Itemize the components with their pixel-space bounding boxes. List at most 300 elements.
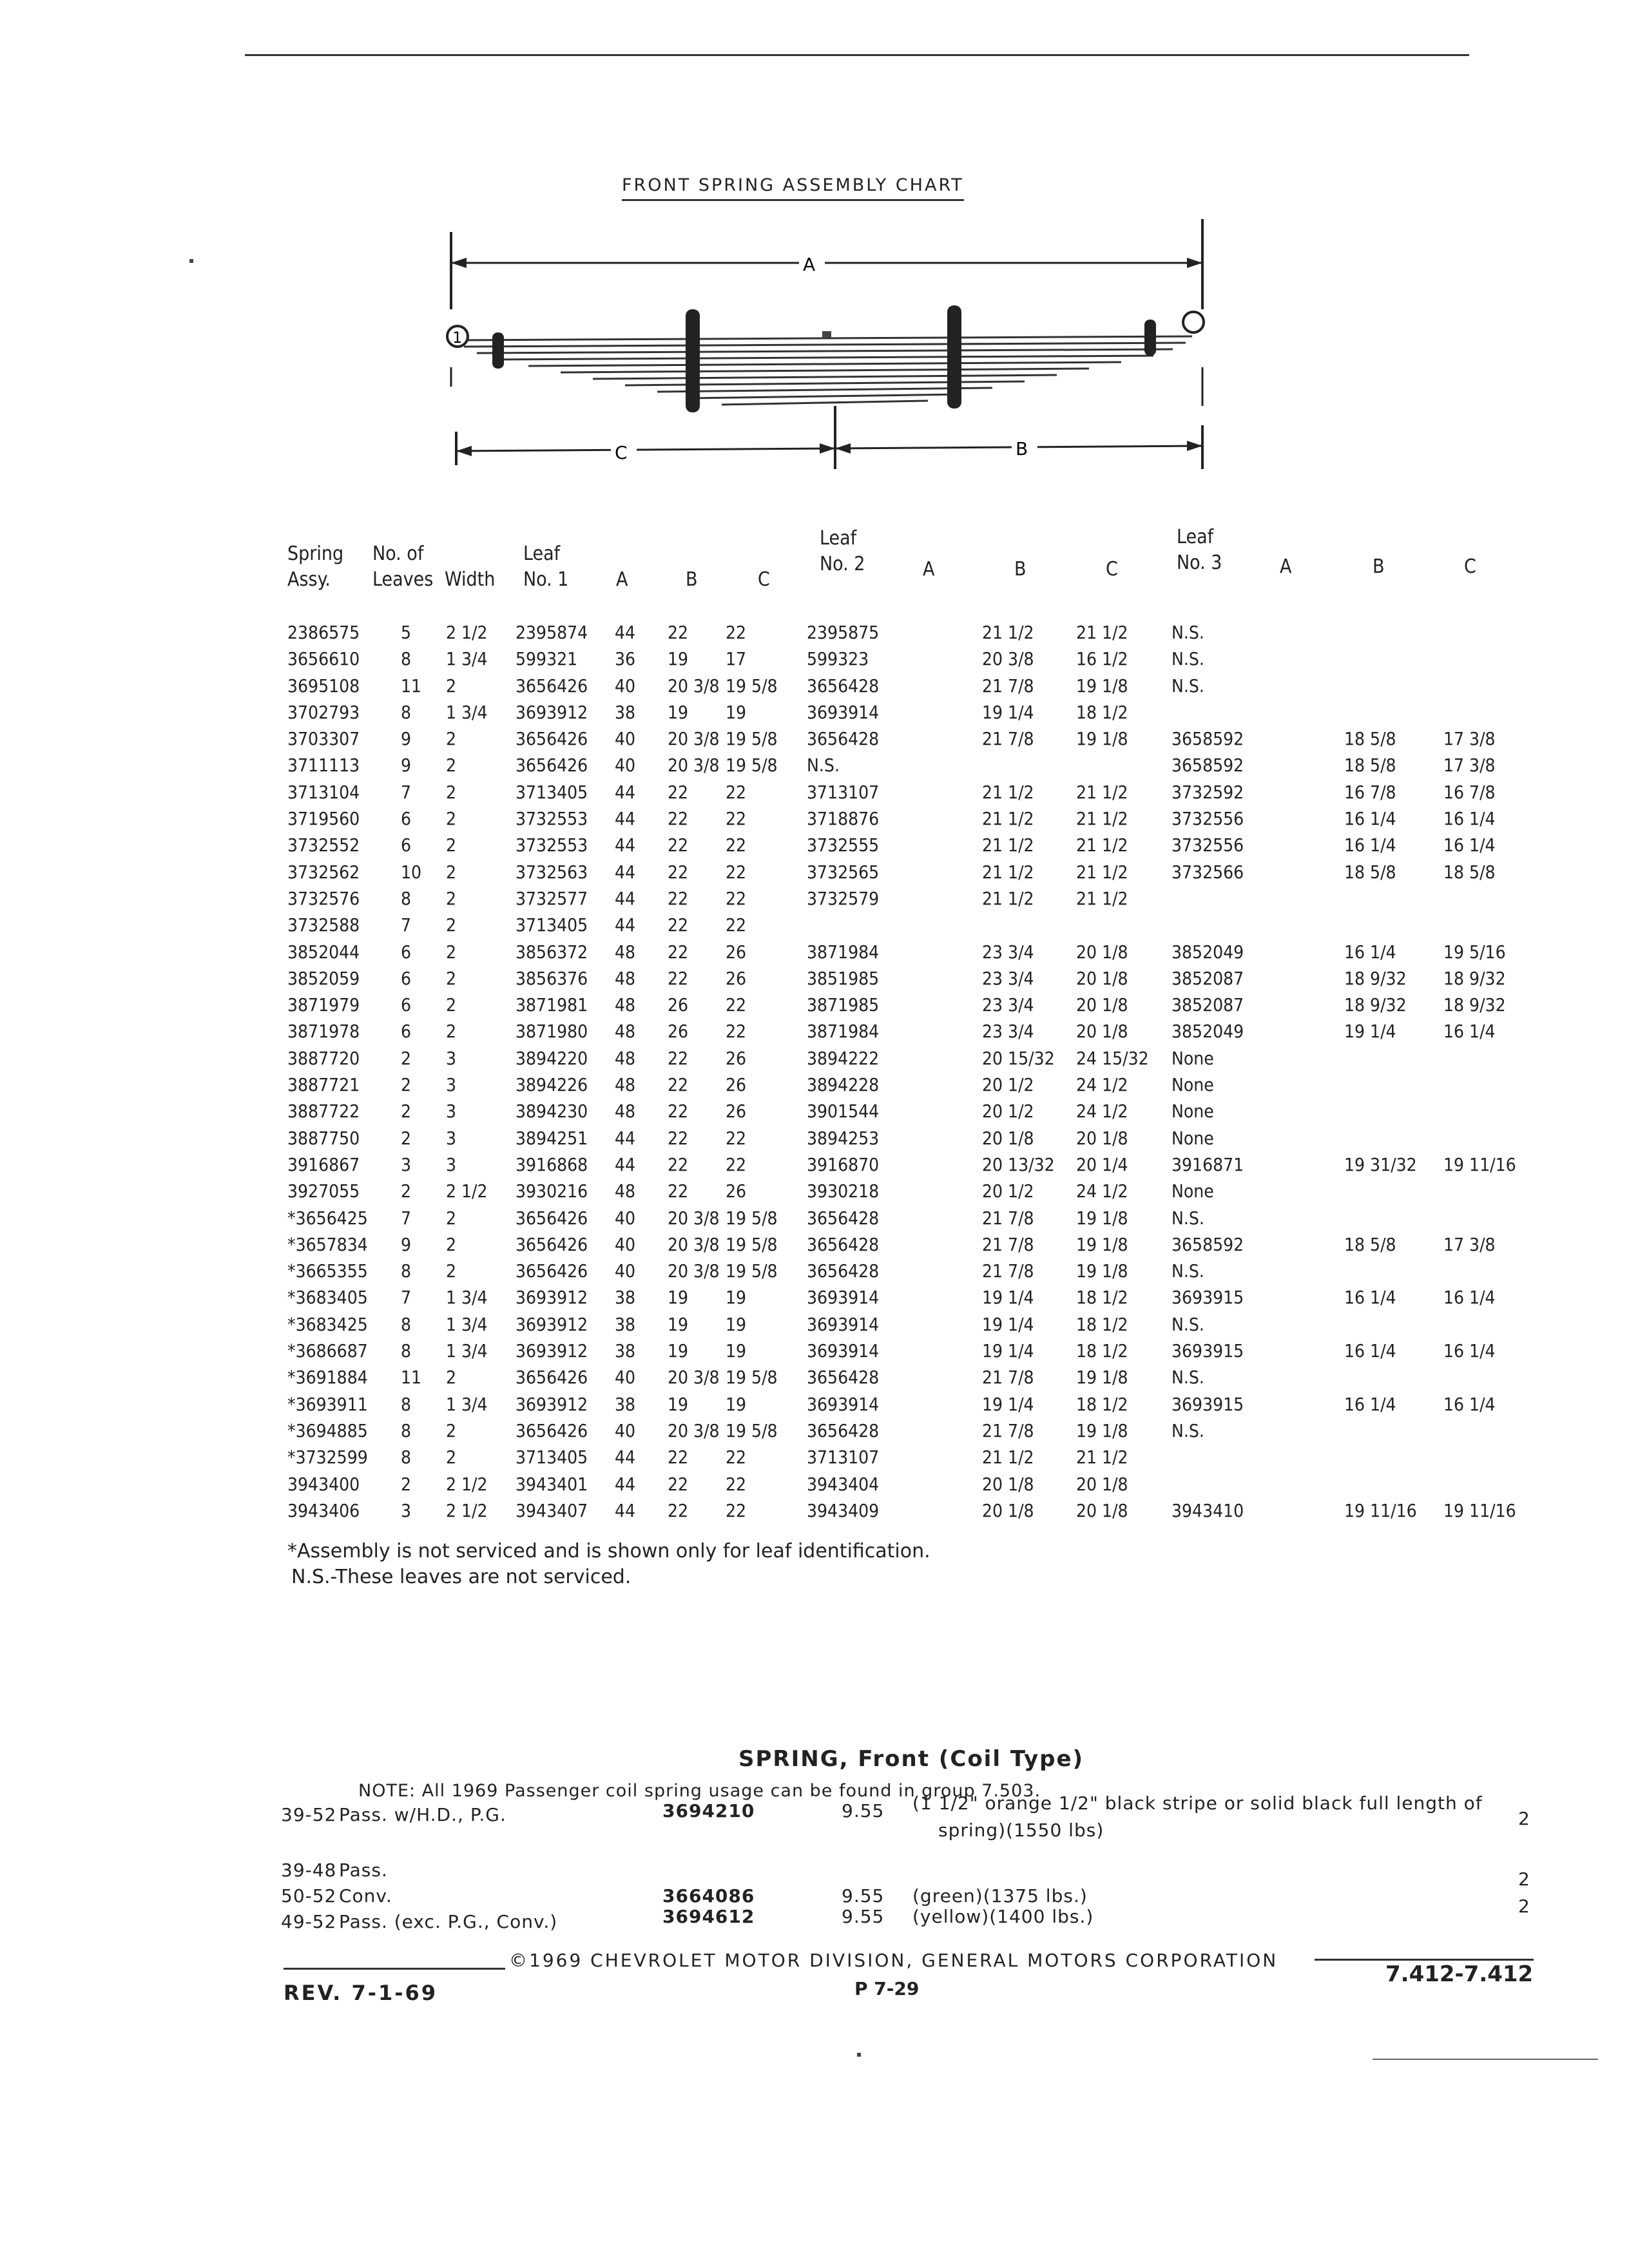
- cell-l3: 3732566: [1171, 861, 1244, 883]
- cell-l2: 3894253: [807, 1127, 880, 1149]
- cell-a1: 48: [615, 994, 636, 1016]
- cell-assy: 3732562: [287, 861, 360, 883]
- cell-b2: 21 7/8: [982, 675, 1034, 697]
- cell-b1: 19: [668, 1340, 689, 1362]
- coil-row: [281, 1792, 1537, 1843]
- cell-leaves: 11: [401, 675, 422, 697]
- cell-assy: 3871979: [287, 994, 360, 1016]
- coil-desc: Pass. (exc. P.G., Conv.): [339, 1911, 558, 1932]
- cell-a1: 38: [615, 1313, 636, 1335]
- scan-edge-rule: [1373, 2059, 1598, 2060]
- cell-b2: 19 1/4: [982, 701, 1034, 723]
- cell-c1: 22: [726, 914, 747, 936]
- cell-c2: 19 1/8: [1076, 1260, 1128, 1282]
- cell-c2: 24 15/32: [1076, 1047, 1149, 1069]
- header-leaf1: Leaf No. 1: [523, 543, 569, 591]
- cell-l2: 3732555: [807, 834, 880, 856]
- cell-c2: 16 1/2: [1076, 648, 1128, 670]
- coil-spec: (green)(1375 lbs.): [912, 1885, 1088, 1907]
- cell-c2: 18 1/2: [1076, 1287, 1128, 1309]
- cell-leaves: 2: [401, 1074, 412, 1096]
- cell-c3: 17 3/8: [1443, 1233, 1496, 1255]
- cell-c3: 16 7/8: [1443, 781, 1496, 803]
- cell-l1: 3656426: [516, 1233, 588, 1255]
- cell-b2: 21 1/2: [982, 861, 1034, 883]
- cell-c3: 16 1/4: [1443, 1340, 1496, 1362]
- coil-part: 3694612: [662, 1906, 755, 1927]
- cell-c2: 24 1/2: [1076, 1180, 1128, 1202]
- cell-b1: 26: [668, 994, 689, 1016]
- cell-l1: 3693912: [516, 1340, 588, 1362]
- footer-rule-right: [1315, 1959, 1534, 1961]
- cell-assy: 3711113: [287, 754, 360, 776]
- cell-c2: 24 1/2: [1076, 1074, 1128, 1096]
- cell-l1: 3713405: [516, 1446, 588, 1468]
- cell-a1: 44: [615, 808, 636, 830]
- cell-l2: 3693914: [807, 1340, 880, 1362]
- cell-a1: 48: [615, 967, 636, 989]
- cell-b3: 18 5/8: [1344, 728, 1396, 750]
- cell-leaves: 7: [401, 1207, 412, 1229]
- cell-l3: 3732592: [1171, 781, 1244, 803]
- cell-c1: 22: [726, 861, 747, 883]
- cell-assy: 2386575: [287, 622, 360, 643]
- cell-assy: *3693911: [287, 1393, 368, 1415]
- cell-assy: 3871978: [287, 1021, 360, 1043]
- cell-assy: *3665355: [287, 1260, 368, 1282]
- header-width: Width: [445, 568, 496, 591]
- cell-assy: *3657834: [287, 1233, 368, 1255]
- cell-c3: 19 11/16: [1443, 1153, 1516, 1175]
- cell-width: 2: [446, 941, 457, 963]
- cell-l3: N.S.: [1171, 1419, 1204, 1441]
- cell-b3: 16 1/4: [1344, 1393, 1396, 1415]
- cell-c1: 26: [726, 1074, 747, 1096]
- header-a2: A: [923, 558, 935, 581]
- cell-a1: 40: [615, 1233, 636, 1255]
- cell-c1: 26: [726, 967, 747, 989]
- cell-leaves: 3: [401, 1153, 412, 1175]
- cell-l3: N.S.: [1171, 1207, 1204, 1229]
- cell-width: 3: [446, 1153, 457, 1175]
- cell-a1: 38: [615, 1340, 636, 1362]
- cell-b2: 20 1/8: [982, 1127, 1034, 1149]
- coil-price: 9.55: [842, 1800, 885, 1821]
- cell-b1: 20 3/8: [668, 675, 720, 697]
- cell-l2: 3894222: [807, 1047, 880, 1069]
- scan-speck: [189, 259, 193, 263]
- cell-l1: 3693912: [516, 1393, 588, 1415]
- cell-width: 1 3/4: [446, 648, 488, 670]
- cell-b2: 23 3/4: [982, 941, 1034, 963]
- cell-l1: 3732577: [516, 887, 588, 909]
- cell-leaves: 9: [401, 728, 412, 750]
- coil-spec-2: spring)(1550 lbs): [938, 1820, 1104, 1841]
- cell-l1: 3656426: [516, 1419, 588, 1441]
- cell-leaves: 7: [401, 914, 412, 936]
- cell-l2: 3713107: [807, 1446, 880, 1468]
- cell-b2: 23 3/4: [982, 994, 1034, 1016]
- cell-leaves: 6: [401, 808, 412, 830]
- header-c2: C: [1106, 558, 1118, 581]
- cell-b3: 19 11/16: [1344, 1499, 1417, 1521]
- cell-l1: 3894230: [516, 1100, 588, 1122]
- cell-b3: 18 5/8: [1344, 754, 1396, 776]
- cell-width: 3: [446, 1074, 457, 1096]
- cell-width: 1 3/4: [446, 1393, 488, 1415]
- cell-l1: 3656426: [516, 675, 588, 697]
- cell-l3: None: [1171, 1127, 1214, 1149]
- cell-c2: 21 1/2: [1076, 834, 1128, 856]
- cell-assy: 3695108: [287, 675, 360, 697]
- cell-c1: 26: [726, 1047, 747, 1069]
- cell-c2: 20 1/8: [1076, 941, 1128, 963]
- cell-width: 2: [446, 1367, 457, 1389]
- page-number: P 7-29: [854, 1978, 920, 1999]
- cell-a1: 44: [615, 834, 636, 856]
- cell-l3: 3693915: [1171, 1340, 1244, 1362]
- cell-a1: 40: [615, 728, 636, 750]
- cell-assy: *3691884: [287, 1367, 368, 1389]
- cell-width: 2: [446, 914, 457, 936]
- cell-c1: 22: [726, 994, 747, 1016]
- cell-c3: 17 3/8: [1443, 728, 1496, 750]
- cell-b1: 22: [668, 1074, 689, 1096]
- cell-l2: 3901544: [807, 1100, 880, 1122]
- cell-c2: 18 1/2: [1076, 1340, 1128, 1362]
- coil-desc: Pass.: [339, 1860, 388, 1881]
- cell-b3: 16 1/4: [1344, 834, 1396, 856]
- cell-l3: N.S.: [1171, 648, 1204, 670]
- cell-b1: 22: [668, 622, 689, 643]
- cell-b2: 20 1/2: [982, 1180, 1034, 1202]
- cell-width: 2: [446, 1419, 457, 1441]
- cell-b1: 22: [668, 1499, 689, 1521]
- cell-l1: 3693912: [516, 701, 588, 723]
- cell-c1: 19: [726, 1287, 747, 1309]
- cell-width: 1 3/4: [446, 701, 488, 723]
- cell-b3: 16 1/4: [1344, 941, 1396, 963]
- cell-l2: 3851985: [807, 967, 880, 989]
- header-b3: B: [1373, 555, 1385, 578]
- cell-l2: 3713107: [807, 781, 880, 803]
- cell-b2: 20 1/2: [982, 1074, 1034, 1096]
- cell-l2: 599323: [807, 648, 869, 670]
- cell-b2: 20 1/8: [982, 1473, 1034, 1495]
- cell-width: 2 1/2: [446, 622, 488, 643]
- cell-b1: 19: [668, 1287, 689, 1309]
- cell-b2: 23 3/4: [982, 1021, 1034, 1043]
- cell-l3: 3658592: [1171, 728, 1244, 750]
- cell-leaves: 3: [401, 1499, 412, 1521]
- coil-years: 49-52: [281, 1911, 337, 1932]
- cell-b3: 16 7/8: [1344, 781, 1396, 803]
- cell-l1: 3713405: [516, 914, 588, 936]
- cell-c1: 19 5/8: [726, 1419, 778, 1441]
- cell-b1: 20 3/8: [668, 1233, 720, 1255]
- cell-l1: 3713405: [516, 781, 588, 803]
- cell-l3: None: [1171, 1047, 1214, 1069]
- cell-l1: 3656426: [516, 754, 588, 776]
- cell-a1: 48: [615, 941, 636, 963]
- coil-qty: 2: [1518, 1896, 1530, 1917]
- cell-a1: 38: [615, 701, 636, 723]
- cell-a1: 44: [615, 622, 636, 643]
- cell-l1: 3894220: [516, 1047, 588, 1069]
- cell-b2: 21 1/2: [982, 1446, 1034, 1468]
- cell-l2: 3894228: [807, 1074, 880, 1096]
- cell-width: 1 3/4: [446, 1340, 488, 1362]
- cell-l2: 3656428: [807, 1260, 880, 1282]
- cell-l1: 3894251: [516, 1127, 588, 1149]
- revision-date: REV. 7-1-69: [284, 1981, 438, 2005]
- cell-b3: 19 31/32: [1344, 1153, 1417, 1175]
- cell-b2: 21 7/8: [982, 1207, 1034, 1229]
- cell-assy: 3927055: [287, 1180, 360, 1202]
- cell-c3: 16 1/4: [1443, 834, 1496, 856]
- cell-leaves: 7: [401, 1287, 412, 1309]
- cell-leaves: 2: [401, 1100, 412, 1122]
- cell-assy: 3702793: [287, 701, 360, 723]
- cell-assy: 3713104: [287, 781, 360, 803]
- cell-assy: *3683425: [287, 1313, 368, 1335]
- cell-width: 2: [446, 781, 457, 803]
- cell-l3: None: [1171, 1100, 1214, 1122]
- cell-width: 2 1/2: [446, 1180, 488, 1202]
- cell-c1: 19: [726, 1393, 747, 1415]
- cell-width: 1 3/4: [446, 1313, 488, 1335]
- cell-leaves: 6: [401, 834, 412, 856]
- cell-b1: 22: [668, 1180, 689, 1202]
- cell-b1: 22: [668, 1153, 689, 1175]
- cell-b1: 22: [668, 967, 689, 989]
- cell-l2: N.S.: [807, 754, 840, 776]
- header-c1: C: [758, 568, 770, 591]
- cell-l3: 3693915: [1171, 1287, 1244, 1309]
- cell-c2: 20 1/4: [1076, 1153, 1128, 1175]
- cell-leaves: 10: [401, 861, 422, 883]
- cell-width: 2: [446, 861, 457, 883]
- cell-c1: 19: [726, 701, 747, 723]
- cell-assy: 3852044: [287, 941, 360, 963]
- cell-leaves: 6: [401, 1021, 412, 1043]
- cell-width: 2: [446, 994, 457, 1016]
- coil-desc: Conv.: [339, 1885, 392, 1907]
- cell-l3: 3852049: [1171, 941, 1244, 963]
- cell-c1: 22: [726, 1499, 747, 1521]
- coil-years: 50-52: [281, 1885, 337, 1907]
- cell-c2: 20 1/8: [1076, 967, 1128, 989]
- cell-l1: 3693912: [516, 1313, 588, 1335]
- cell-b3: 19 1/4: [1344, 1021, 1396, 1043]
- cell-assy: 3703307: [287, 728, 360, 750]
- cell-c2: 21 1/2: [1076, 887, 1128, 909]
- cell-l3: None: [1171, 1180, 1214, 1202]
- cell-c1: 22: [726, 1473, 747, 1495]
- cell-assy: 3719560: [287, 808, 360, 830]
- cell-c1: 26: [726, 941, 747, 963]
- cell-b2: 20 13/32: [982, 1153, 1055, 1175]
- cell-assy: 3887720: [287, 1047, 360, 1069]
- cell-width: 3: [446, 1047, 457, 1069]
- section-number: 7.412-7.412: [1385, 1961, 1534, 1987]
- cell-l3: 3732556: [1171, 834, 1244, 856]
- callout-number: 1: [452, 329, 463, 347]
- cell-b3: 18 5/8: [1344, 1233, 1396, 1255]
- cell-c1: 22: [726, 1021, 747, 1043]
- footer-rule-left: [284, 1968, 505, 1970]
- cell-l2: 3656428: [807, 1207, 880, 1229]
- cell-a1: 48: [615, 1074, 636, 1096]
- header-b1: B: [686, 568, 698, 591]
- cell-leaves: 8: [401, 887, 412, 909]
- cell-l1: 3656426: [516, 728, 588, 750]
- cell-b1: 20 3/8: [668, 1419, 720, 1441]
- cell-c1: 19 5/8: [726, 1233, 778, 1255]
- cell-c1: 19: [726, 1340, 747, 1362]
- cell-assy: 3887721: [287, 1074, 360, 1096]
- header-b2: B: [1014, 558, 1027, 581]
- chart-title: FRONT SPRING ASSEMBLY CHART: [622, 175, 964, 201]
- cell-l1: 3656426: [516, 1367, 588, 1389]
- cell-b1: 19: [668, 648, 689, 670]
- cell-assy: 3852059: [287, 967, 360, 989]
- cell-c2: 18 1/2: [1076, 701, 1128, 723]
- cell-b1: 20 3/8: [668, 1260, 720, 1282]
- cell-assy: 3732588: [287, 914, 360, 936]
- cell-l1: 3871980: [516, 1021, 588, 1043]
- cell-l2: 3943409: [807, 1499, 880, 1521]
- cell-b2: 21 7/8: [982, 728, 1034, 750]
- cell-b1: 22: [668, 914, 689, 936]
- cell-b2: 19 1/4: [982, 1340, 1034, 1362]
- cell-c2: 18 1/2: [1076, 1393, 1128, 1415]
- cell-l2: 3693914: [807, 1313, 880, 1335]
- cell-leaves: 8: [401, 1393, 412, 1415]
- cell-a1: 48: [615, 1180, 636, 1202]
- cell-b1: 19: [668, 1393, 689, 1415]
- cell-c1: 19 5/8: [726, 728, 778, 750]
- cell-b1: 19: [668, 1313, 689, 1335]
- cell-width: 2: [446, 808, 457, 830]
- coil-price: 9.55: [842, 1906, 885, 1927]
- cell-width: 2: [446, 675, 457, 697]
- cell-a1: 40: [615, 675, 636, 697]
- cell-a1: 40: [615, 754, 636, 776]
- cell-l2: 3656428: [807, 728, 880, 750]
- cell-l1: 3693912: [516, 1287, 588, 1309]
- cell-a1: 44: [615, 887, 636, 909]
- cell-leaves: 8: [401, 1313, 412, 1335]
- cell-l2: 3656428: [807, 1233, 880, 1255]
- cell-c2: 19 1/8: [1076, 675, 1128, 697]
- cell-l3: N.S.: [1171, 1313, 1204, 1335]
- cell-l2: 3693914: [807, 701, 880, 723]
- header-c3: C: [1464, 555, 1476, 578]
- cell-b1: 22: [668, 1446, 689, 1468]
- cell-width: 2: [446, 967, 457, 989]
- header-a3: A: [1280, 555, 1292, 578]
- cell-l1: 3732563: [516, 861, 588, 883]
- cell-b1: 22: [668, 861, 689, 883]
- cell-l2: 3871984: [807, 1021, 880, 1043]
- cell-l2: 3718876: [807, 808, 880, 830]
- cell-l2: 3656428: [807, 1419, 880, 1441]
- cell-l2: 3943404: [807, 1473, 880, 1495]
- cell-assy: *3656425: [287, 1207, 368, 1229]
- coil-spec: (yellow)(1400 lbs.): [912, 1906, 1094, 1927]
- header-leaf2: Leaf No. 2: [820, 527, 865, 575]
- coil-spec: (1 1/2" orange 1/2" black stripe or solid black full length of: [912, 1792, 1483, 1814]
- cell-b1: 22: [668, 887, 689, 909]
- cell-b3: 18 9/32: [1344, 967, 1407, 989]
- cell-assy: 3887750: [287, 1127, 360, 1149]
- note-ns: N.S.-These leaves are not serviced.: [291, 1566, 631, 1588]
- coil-desc: Pass. w/H.D., P.G.: [339, 1804, 506, 1825]
- cell-c3: 18 9/32: [1443, 967, 1506, 989]
- cell-b1: 26: [668, 1021, 689, 1043]
- cell-c2: 21 1/2: [1076, 781, 1128, 803]
- cell-a1: 44: [615, 914, 636, 936]
- cell-l3: 3852049: [1171, 1021, 1244, 1043]
- dim-label-b: B: [1016, 438, 1028, 459]
- cell-b2: 21 1/2: [982, 622, 1034, 643]
- cell-width: 3: [446, 1100, 457, 1122]
- cell-c1: 26: [726, 1100, 747, 1122]
- coil-part: 3664086: [662, 1885, 755, 1907]
- cell-c3: 18 5/8: [1443, 861, 1496, 883]
- cell-width: 2: [446, 887, 457, 909]
- cell-l3: N.S.: [1171, 675, 1204, 697]
- coil-qty: 2: [1518, 1808, 1530, 1829]
- cell-b3: 16 1/4: [1344, 1340, 1396, 1362]
- cell-l1: 3894226: [516, 1074, 588, 1096]
- cell-c1: 19 5/8: [726, 754, 778, 776]
- cell-a1: 44: [615, 1127, 636, 1149]
- cell-b1: 22: [668, 808, 689, 830]
- top-rule: [245, 54, 1469, 56]
- cell-c2: 20 1/8: [1076, 1127, 1128, 1149]
- cell-l2: 3732565: [807, 861, 880, 883]
- cell-assy: 3732552: [287, 834, 360, 856]
- cell-l3: 3852087: [1171, 994, 1244, 1016]
- cell-l2: 3930218: [807, 1180, 880, 1202]
- cell-assy: *3732599: [287, 1446, 368, 1468]
- cell-b2: 19 1/4: [982, 1287, 1034, 1309]
- cell-l3: 3693915: [1171, 1393, 1244, 1415]
- cell-assy: *3686687: [287, 1340, 368, 1362]
- cell-l2: 3871985: [807, 994, 880, 1016]
- cell-width: 3: [446, 1127, 457, 1149]
- cell-width: 2: [446, 1207, 457, 1229]
- cell-width: 2: [446, 1260, 457, 1282]
- cell-c1: 22: [726, 781, 747, 803]
- cell-l3: 3916871: [1171, 1153, 1244, 1175]
- cell-assy: *3694885: [287, 1419, 368, 1441]
- cell-c3: 16 1/4: [1443, 1287, 1496, 1309]
- cell-width: 2: [446, 754, 457, 776]
- cell-a1: 44: [615, 1153, 636, 1175]
- cell-l1: 3943407: [516, 1499, 588, 1521]
- dim-label-c: C: [615, 442, 628, 463]
- cell-l1: 3930216: [516, 1180, 588, 1202]
- cell-a1: 48: [615, 1021, 636, 1043]
- cell-a1: 40: [615, 1419, 636, 1441]
- cell-l1: 3732553: [516, 808, 588, 830]
- cell-l3: 3943410: [1171, 1499, 1244, 1521]
- cell-width: 2: [446, 834, 457, 856]
- cell-c2: 21 1/2: [1076, 622, 1128, 643]
